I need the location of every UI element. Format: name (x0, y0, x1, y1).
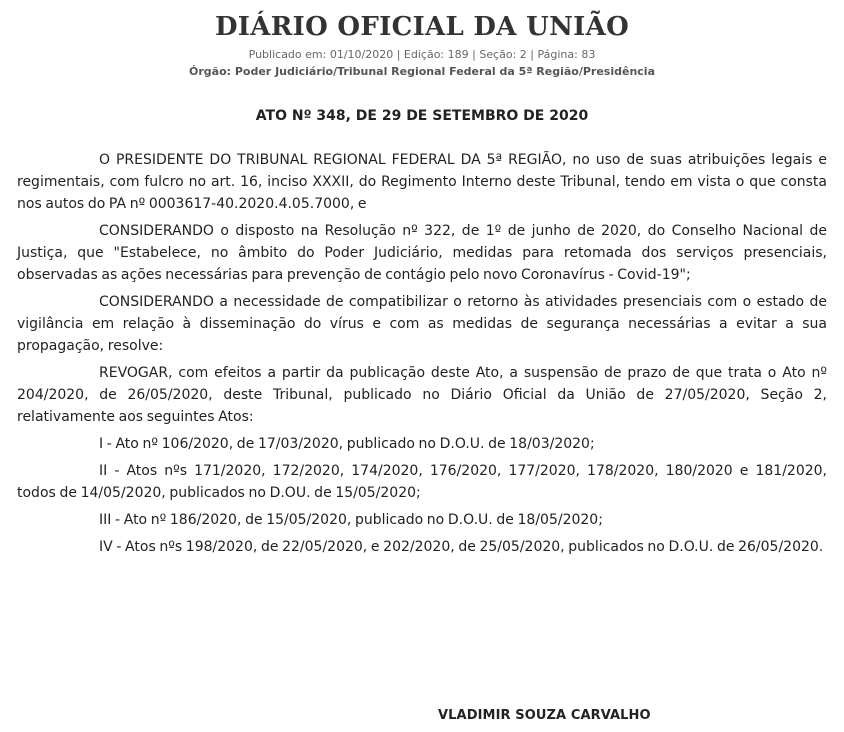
orgao-line: Órgão: Poder Judiciário/Tribunal Regional Federal da 5ª Região/Presidência (189, 65, 655, 78)
paragraph-considerando-2: CONSIDERANDO a necessidade de compatibilizar o retorno às atividades presenciais com o estado de vigilância em relação à disseminação do vírus e com as medidas de segurança necessárias a evitar a sua propagação, resolve: (17, 294, 827, 354)
paragraph-revogar: REVOGAR, com efeitos a partir da publicação deste Ato, a suspensão de prazo de que trata o Ato nº 204/2020, de 26/05/2020, deste Tribunal, publicado no Diário Oficial da União de 27/05/2020, Seção 2, relativamente aos seguintes Atos: (17, 365, 827, 425)
masthead (0, 0, 844, 79)
signature: VLADIMIR SOUZA CARVALHO (438, 708, 651, 723)
publication-info: Publicado em: 01/10/2020 | Edição: 189 | Seção: 2 | Página: 83 (248, 48, 596, 61)
item-iv: IV - Atos nºs 198/2020, de 22/05/2020, e 202/2020, de 25/05/2020, publicados no D.O.U. de 26/05/2020. (99, 539, 824, 555)
paragraph-preamble: O PRESIDENTE DO TRIBUNAL REGIONAL FEDERAL DA 5ª REGIÃO, no uso de suas atribuições legais e regimentais, com fulcro no art. 16, inciso XXXII, do Regimento Interno deste Tribunal, tendo em vista o que consta nos autos do PA nº 0003617-40.2020.4.05.7000, e (17, 152, 827, 212)
item-ii: II - Atos nºs 171/2020, 172/2020, 174/2020, 176/2020, 177/2020, 178/2020, 180/2020 e 181/2020, todos de 14/05/2020, publicados no D.OU. de 15/05/2020; (17, 463, 827, 501)
newspaper-title: DIÁRIO OFICIAL DA UNIÃO (214, 12, 630, 42)
act-body (0, 149, 844, 558)
item-i: I - Ato nº 106/2020, de 17/03/2020, publicado no D.O.U. de 18/03/2020; (99, 436, 595, 452)
act-title: ATO Nº 348, DE 29 DE SETEMBRO DE 2020 (255, 108, 589, 124)
paragraph-considerando-1: CONSIDERANDO o disposto na Resolução nº 322, de 1º de junho de 2020, do Conselho Nacional de Justiça, que "Estabelece, no âmbito do Poder Judiciário, medidas para retomada dos serviços presenciais, observadas as ações necessárias para prevenção de contágio pelo novo Coronavírus - Covid-19"; (17, 223, 827, 283)
item-iii: III - Ato nº 186/2020, de 15/05/2020, publicado no D.O.U. de 18/05/2020; (99, 512, 603, 528)
